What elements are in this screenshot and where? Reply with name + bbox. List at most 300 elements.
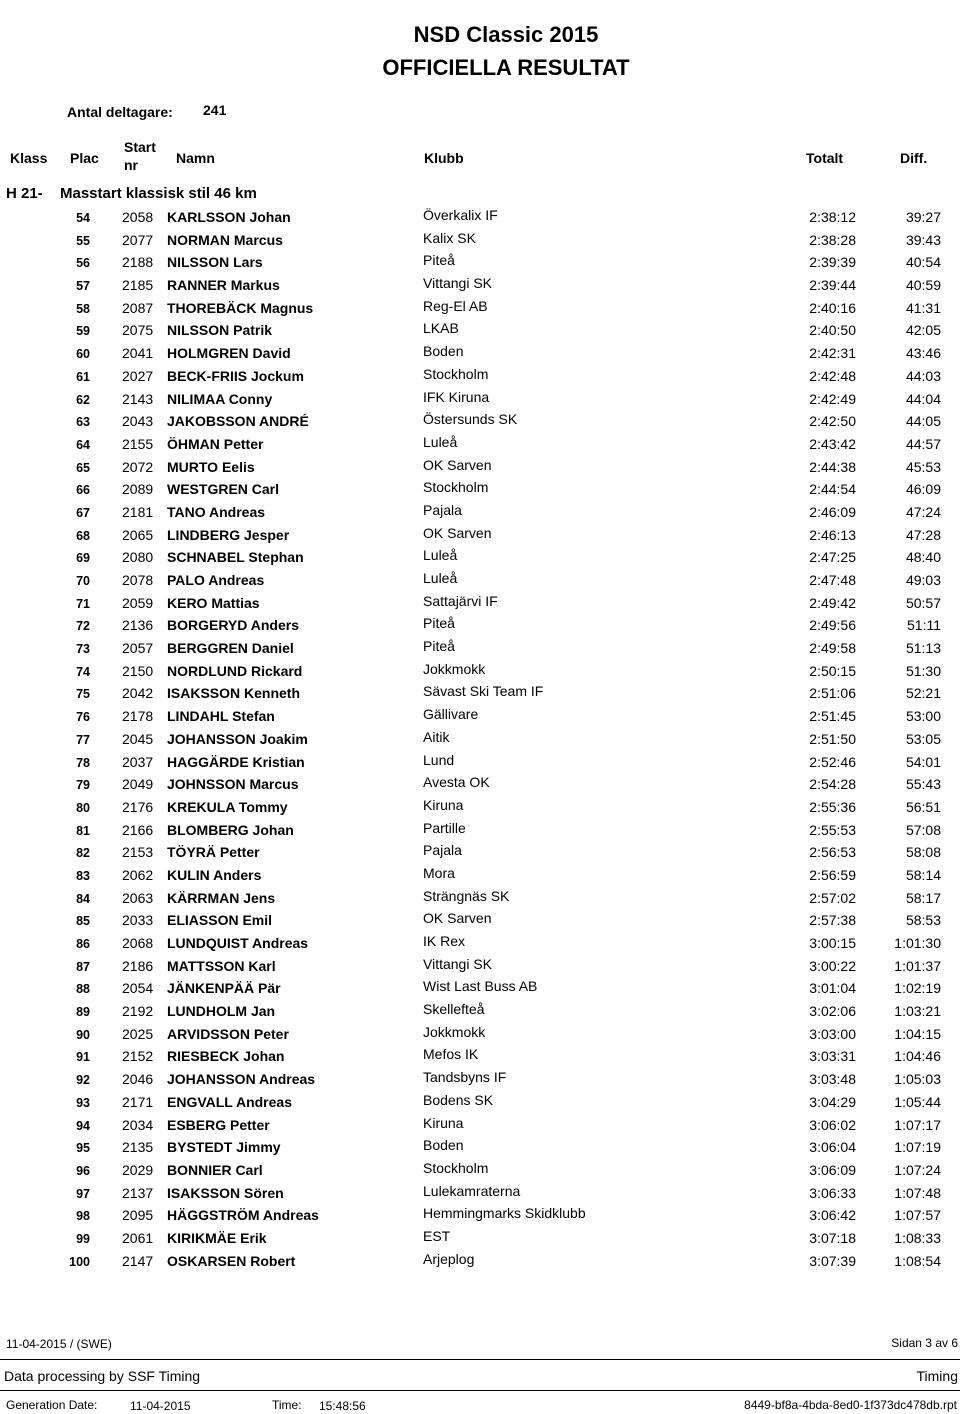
result-diff: 43:46 xyxy=(905,345,941,362)
result-bib: 2188 xyxy=(122,254,154,271)
footer-page-number: Sidan 3 av 6 xyxy=(891,1336,958,1350)
result-place: 83 xyxy=(76,868,90,883)
result-name: BLOMBERG Johan xyxy=(167,821,294,838)
result-name: KARLSSON Johan xyxy=(167,209,291,225)
result-club: Lund xyxy=(423,751,455,768)
result-name: KÄRRMAN Jens xyxy=(167,889,276,906)
result-total: 2:49:42 xyxy=(809,594,856,611)
result-bib: 2176 xyxy=(122,798,154,815)
table-row xyxy=(0,1181,960,1204)
result-total: 3:03:31 xyxy=(809,1048,856,1065)
table-row xyxy=(0,908,960,931)
result-total: 2:40:50 xyxy=(809,322,856,339)
result-club: Avesta OK xyxy=(423,774,490,791)
result-bib: 2192 xyxy=(122,1003,154,1020)
result-name: JOHNSSON Marcus xyxy=(167,776,299,793)
result-total: 2:51:06 xyxy=(809,685,856,702)
result-diff: 51:30 xyxy=(905,662,941,679)
result-place: 65 xyxy=(76,460,90,475)
result-place: 74 xyxy=(76,664,90,679)
result-club: LKAB xyxy=(423,320,459,337)
result-club: Tandsbyns IF xyxy=(423,1069,507,1086)
table-row xyxy=(0,1158,960,1181)
result-total: 2:57:02 xyxy=(809,889,856,906)
result-bib: 2136 xyxy=(122,617,154,634)
result-diff: 1:01:37 xyxy=(894,957,941,974)
result-total: 2:40:16 xyxy=(809,299,856,316)
result-bib: 2089 xyxy=(122,481,154,498)
result-diff: 44:05 xyxy=(905,413,941,430)
result-total: 2:46:09 xyxy=(809,503,856,520)
result-club: Skellefteå xyxy=(423,1001,485,1018)
result-name: BERGGREN Daniel xyxy=(167,640,294,657)
result-bib: 2185 xyxy=(122,277,154,294)
result-name: JAKOBSSON ANDRÉ xyxy=(167,413,309,430)
result-name: KIRIKMÄE Erik xyxy=(167,1229,267,1246)
result-diff: 1:07:17 xyxy=(894,1116,941,1133)
result-club: Kiruna xyxy=(423,796,464,813)
result-total: 3:01:04 xyxy=(809,980,856,997)
table-row xyxy=(0,1113,960,1136)
footer-report-id: 8449-bf8a-4bda-8ed0-1f373dc478db.rpt xyxy=(744,1398,957,1412)
result-diff: 1:04:15 xyxy=(894,1025,941,1042)
result-club: Boden xyxy=(423,1137,464,1154)
result-place: 98 xyxy=(76,1209,90,1224)
result-name: NILSSON Patrik xyxy=(167,322,273,339)
result-bib: 2045 xyxy=(122,730,154,747)
result-diff: 47:24 xyxy=(905,503,941,520)
result-total: 2:39:44 xyxy=(809,277,856,294)
result-total: 2:39:39 xyxy=(809,254,856,271)
result-name: MURTO Eelis xyxy=(167,458,255,475)
result-diff: 57:08 xyxy=(905,821,941,838)
result-total: 3:06:09 xyxy=(809,1161,856,1178)
result-diff: 51:11 xyxy=(907,617,941,634)
result-bib: 2135 xyxy=(122,1139,154,1156)
header-diff: Diff. xyxy=(900,150,928,166)
result-place: 69 xyxy=(76,551,90,566)
result-total: 2:55:53 xyxy=(809,821,856,838)
table-row xyxy=(0,1249,960,1272)
table-row xyxy=(0,1090,960,1113)
result-name: NILSSON Lars xyxy=(167,254,263,271)
result-place: 84 xyxy=(76,891,90,906)
result-club: Stockholm xyxy=(423,365,489,382)
result-club: Pajala xyxy=(423,501,462,518)
table-row xyxy=(0,523,960,546)
result-name: HAGGÄRDE Kristian xyxy=(167,753,305,770)
result-diff: 55:43 xyxy=(905,776,941,793)
result-place: 64 xyxy=(76,437,90,452)
table-row xyxy=(0,886,960,909)
result-club: Piteå xyxy=(423,252,455,269)
result-club: Vittangi SK xyxy=(423,955,493,972)
result-name: OSKARSEN Robert xyxy=(167,1252,296,1269)
table-row xyxy=(0,477,960,500)
participants-count: 241 xyxy=(203,102,227,118)
result-bib: 2041 xyxy=(122,345,154,362)
result-name: RANNER Markus xyxy=(167,277,280,294)
result-place: 62 xyxy=(76,392,90,407)
result-total: 2:42:50 xyxy=(809,413,856,430)
result-bib: 2152 xyxy=(122,1048,154,1065)
table-row xyxy=(0,545,960,568)
result-bib: 2075 xyxy=(122,322,154,339)
result-diff: 46:09 xyxy=(905,481,941,498)
result-bib: 2095 xyxy=(122,1207,154,1224)
result-name: JÄNKENPÄÄ Pär xyxy=(167,980,281,997)
table-row xyxy=(0,976,960,999)
result-total: 2:52:46 xyxy=(809,753,856,770)
result-club: Luleå xyxy=(423,570,458,586)
result-bib: 2087 xyxy=(122,299,154,316)
result-bib: 2153 xyxy=(122,844,154,861)
result-diff: 1:08:33 xyxy=(894,1229,941,1246)
result-diff: 40:59 xyxy=(905,277,941,294)
result-name: JOHANSSON Andreas xyxy=(167,1071,316,1088)
result-diff: 1:02:19 xyxy=(894,980,941,997)
result-total: 3:06:02 xyxy=(809,1116,856,1133)
table-row xyxy=(0,795,960,818)
result-diff: 50:57 xyxy=(905,594,941,611)
result-place: 80 xyxy=(76,800,90,815)
result-club: Luleå xyxy=(423,433,458,450)
table-row xyxy=(0,863,960,886)
result-total: 3:04:29 xyxy=(809,1093,856,1110)
result-club: Sattajärvi IF xyxy=(423,592,498,609)
result-club: OK Sarven xyxy=(423,910,492,927)
result-place: 54 xyxy=(76,211,90,225)
result-club: Jokkmokk xyxy=(423,660,486,677)
result-total: 2:38:12 xyxy=(809,209,856,225)
result-diff: 56:51 xyxy=(905,798,941,815)
result-bib: 2065 xyxy=(122,526,154,543)
table-row xyxy=(0,931,960,954)
footer-generation-date: 11-04-2015 xyxy=(130,1399,191,1413)
result-total: 2:43:42 xyxy=(809,435,856,452)
result-name: MATTSSON Karl xyxy=(167,957,276,974)
result-diff: 47:28 xyxy=(905,526,941,543)
result-diff: 58:17 xyxy=(905,889,941,906)
result-name: THOREBÄCK Magnus xyxy=(167,299,314,316)
header-start: Start xyxy=(124,139,156,155)
result-name: HÄGGSTRÖM Andreas xyxy=(167,1207,319,1224)
result-place: 58 xyxy=(76,301,90,316)
result-club: Stockholm xyxy=(423,479,489,496)
table-row xyxy=(0,840,960,863)
result-diff: 53:00 xyxy=(905,708,941,725)
result-place: 63 xyxy=(76,415,90,430)
result-diff: 1:07:57 xyxy=(894,1207,941,1224)
result-name: ÖHMAN Petter xyxy=(167,435,264,452)
result-club: EST xyxy=(423,1227,451,1244)
results-table xyxy=(0,205,960,1271)
result-club: Boden xyxy=(423,343,464,360)
result-club: Kalix SK xyxy=(423,229,476,246)
result-bib: 2077 xyxy=(122,231,154,248)
result-bib: 2034 xyxy=(122,1116,154,1133)
result-place: 61 xyxy=(76,369,90,384)
result-place: 86 xyxy=(76,937,90,951)
result-place: 76 xyxy=(76,710,90,725)
result-club: OK Sarven xyxy=(423,456,492,473)
result-place: 75 xyxy=(76,687,90,702)
table-row xyxy=(0,409,960,432)
result-club: Piteå xyxy=(423,615,455,632)
result-bib: 2137 xyxy=(122,1184,154,1201)
table-row xyxy=(0,455,960,478)
result-club: Östersunds SK xyxy=(423,411,518,428)
result-place: 100 xyxy=(69,1254,90,1269)
result-diff: 51:13 xyxy=(905,640,941,657)
result-diff: 54:01 xyxy=(905,753,941,770)
result-total: 2:44:54 xyxy=(809,481,856,498)
result-name: ENGVALL Andreas xyxy=(167,1093,292,1110)
table-row xyxy=(0,205,960,228)
result-bib: 2080 xyxy=(122,549,154,566)
result-place: 88 xyxy=(76,982,90,997)
result-total: 2:55:36 xyxy=(809,798,856,815)
result-bib: 2025 xyxy=(122,1025,154,1042)
header-nr: nr xyxy=(124,157,138,173)
table-row xyxy=(0,613,960,636)
result-place: 87 xyxy=(76,959,90,974)
result-club: Wist Last Buss AB xyxy=(423,978,538,995)
result-bib: 2058 xyxy=(122,209,154,225)
result-bib: 2062 xyxy=(122,866,154,883)
result-bib: 2033 xyxy=(122,912,154,929)
result-bib: 2143 xyxy=(122,390,154,407)
footer-time-label: Time: xyxy=(272,1398,302,1412)
result-name: BONNIER Carl xyxy=(167,1161,263,1178)
result-diff: 41:31 xyxy=(905,299,941,316)
result-club: Lulekamraterna xyxy=(423,1182,521,1199)
result-bib: 2171 xyxy=(122,1093,154,1110)
table-row xyxy=(0,636,960,659)
result-diff: 44:03 xyxy=(905,367,941,384)
page-title: NSD Classic 2015 xyxy=(413,22,599,47)
result-club: Mefos IK xyxy=(423,1046,479,1063)
result-diff: 1:07:19 xyxy=(894,1139,941,1156)
header-plac: Plac xyxy=(70,150,99,166)
result-club: Överkalix IF xyxy=(423,207,498,223)
result-total: 2:50:15 xyxy=(809,662,856,679)
result-total: 3:07:18 xyxy=(809,1229,856,1246)
table-row xyxy=(0,954,960,977)
result-diff: 1:04:46 xyxy=(894,1048,941,1065)
result-name: JOHANSSON Joakim xyxy=(167,730,308,747)
result-total: 2:51:50 xyxy=(809,730,856,747)
result-diff: 1:03:21 xyxy=(894,1003,941,1020)
table-row xyxy=(0,250,960,273)
section-heading xyxy=(6,185,257,202)
result-diff: 42:05 xyxy=(905,322,941,339)
result-bib: 2181 xyxy=(122,503,154,520)
result-place: 92 xyxy=(76,1073,90,1088)
result-place: 73 xyxy=(76,642,90,657)
header-namn: Namn xyxy=(176,150,215,166)
participants-label: Antal deltagare: xyxy=(67,104,173,120)
result-place: 68 xyxy=(76,528,90,543)
result-bib: 2043 xyxy=(122,413,154,430)
result-bib: 2147 xyxy=(122,1252,154,1269)
result-club: Jokkmokk xyxy=(423,1023,486,1040)
result-total: 3:00:15 xyxy=(809,935,856,951)
result-club: Partille xyxy=(423,819,466,836)
result-place: 71 xyxy=(76,596,90,611)
table-row xyxy=(0,1044,960,1067)
result-total: 2:56:53 xyxy=(809,844,856,861)
result-total: 2:49:56 xyxy=(809,617,856,634)
table-row xyxy=(0,999,960,1022)
result-club: Reg-El AB xyxy=(423,297,488,314)
result-place: 77 xyxy=(76,732,90,747)
result-club: Stockholm xyxy=(423,1159,489,1176)
result-total: 3:00:22 xyxy=(809,957,856,974)
result-place: 67 xyxy=(76,505,90,520)
result-name: TÖYRÄ Petter xyxy=(167,844,260,861)
result-place: 55 xyxy=(76,233,90,248)
result-diff: 44:04 xyxy=(905,390,941,407)
result-name: ELIASSON Emil xyxy=(167,912,273,929)
result-name: LUNDHOLM Jan xyxy=(167,1003,276,1020)
result-diff: 39:43 xyxy=(905,231,941,248)
footer-divider-top xyxy=(0,1359,960,1360)
result-place: 94 xyxy=(76,1118,90,1133)
result-club: Strängnäs SK xyxy=(423,887,510,904)
table-row xyxy=(0,681,960,704)
result-diff: 45:53 xyxy=(905,458,941,475)
result-place: 99 xyxy=(76,1231,90,1246)
result-total: 2:42:49 xyxy=(809,390,856,407)
table-row xyxy=(0,364,960,387)
footer-date: 11-04-2015 / (SWE) xyxy=(6,1337,112,1351)
result-name: ESBERG Petter xyxy=(167,1116,270,1133)
result-name: BYSTEDT Jimmy xyxy=(167,1139,281,1156)
table-row xyxy=(0,1226,960,1249)
result-name: BECK-FRIIS Jockum xyxy=(167,367,304,384)
table-row xyxy=(0,296,960,319)
result-name: NORMAN Marcus xyxy=(167,231,283,248)
result-bib: 2061 xyxy=(122,1229,154,1246)
result-total: 3:06:33 xyxy=(809,1184,856,1201)
result-name: KREKULA Tommy xyxy=(167,798,288,815)
footer-processing: Data processing by SSF Timing xyxy=(4,1368,201,1384)
result-diff: 58:53 xyxy=(905,912,941,929)
result-diff: 48:40 xyxy=(905,549,941,566)
result-club: IK Rex xyxy=(423,933,466,949)
result-total: 2:51:45 xyxy=(809,708,856,725)
result-bib: 2063 xyxy=(122,889,154,906)
table-row xyxy=(0,273,960,296)
result-total: 2:38:28 xyxy=(809,231,856,248)
table-row xyxy=(0,318,960,341)
header-klubb: Klubb xyxy=(424,150,464,166)
result-bib: 2046 xyxy=(122,1071,154,1088)
result-total: 3:03:00 xyxy=(809,1025,856,1042)
result-bib: 2042 xyxy=(122,685,154,702)
result-place: 57 xyxy=(76,279,90,294)
result-place: 56 xyxy=(76,256,90,271)
result-bib: 2178 xyxy=(122,708,154,725)
table-row xyxy=(0,1135,960,1158)
result-diff: 1:08:54 xyxy=(894,1252,941,1269)
section-label: Masstart klassisk stil 46 km xyxy=(60,185,257,202)
result-bib: 2166 xyxy=(122,821,154,838)
result-name: ISAKSSON Kenneth xyxy=(167,685,301,702)
result-place: 72 xyxy=(76,619,90,634)
table-row xyxy=(0,1067,960,1090)
result-diff: 1:07:24 xyxy=(894,1161,941,1178)
table-row xyxy=(0,704,960,727)
result-total: 2:42:48 xyxy=(809,367,856,384)
result-name: PALO Andreas xyxy=(167,572,265,588)
result-bib: 2078 xyxy=(122,572,154,588)
table-row xyxy=(0,772,960,795)
result-name: RIESBECK Johan xyxy=(167,1048,285,1065)
result-name: HOLMGREN David xyxy=(167,345,291,362)
footer-generation-label: Generation Date: xyxy=(6,1398,98,1412)
result-name: NORDLUND Rickard xyxy=(167,662,303,679)
result-total: 2:47:25 xyxy=(809,549,856,566)
result-place: 59 xyxy=(76,324,90,339)
result-diff: 58:14 xyxy=(905,866,941,883)
footer-divider-bottom xyxy=(0,1390,960,1391)
result-bib: 2155 xyxy=(122,435,154,452)
result-total: 2:42:31 xyxy=(809,345,856,362)
result-club: Sävast Ski Team IF xyxy=(423,683,544,700)
result-total: 3:02:06 xyxy=(809,1003,856,1020)
result-diff: 39:27 xyxy=(905,209,941,225)
result-total: 2:44:38 xyxy=(809,458,856,475)
table-row xyxy=(0,659,960,682)
result-club: IFK Kiruna xyxy=(423,388,490,405)
result-diff: 58:08 xyxy=(905,844,941,861)
result-place: 97 xyxy=(76,1186,90,1201)
footer-time-value: 15:48:56 xyxy=(319,1399,366,1413)
result-name: KULIN Anders xyxy=(167,866,262,883)
result-diff: 52:21 xyxy=(905,685,941,702)
table-row xyxy=(0,387,960,410)
result-total: 2:54:28 xyxy=(809,776,856,793)
result-total: 3:03:48 xyxy=(809,1071,856,1088)
table-row xyxy=(0,727,960,750)
result-place: 89 xyxy=(76,1005,90,1020)
result-bib: 2037 xyxy=(122,753,154,770)
result-club: Hemmingmarks Skidklubb xyxy=(423,1205,586,1222)
result-club: Gällivare xyxy=(423,706,479,723)
result-place: 82 xyxy=(76,846,90,861)
table-row xyxy=(0,1022,960,1045)
result-place: 66 xyxy=(76,483,90,498)
result-total: 3:07:39 xyxy=(809,1252,856,1269)
result-total: 2:46:13 xyxy=(809,526,856,543)
result-place: 95 xyxy=(76,1141,90,1156)
table-row xyxy=(0,750,960,773)
result-bib: 2059 xyxy=(122,594,154,611)
header-start-nr xyxy=(124,138,156,174)
result-name: KERO Mattias xyxy=(167,594,260,611)
result-name: LINDAHL Stefan xyxy=(167,708,275,725)
result-place: 60 xyxy=(76,347,90,362)
result-name: WESTGREN Carl xyxy=(167,481,280,498)
result-club: OK Sarven xyxy=(423,524,492,541)
table-row xyxy=(0,568,960,591)
result-bib: 2068 xyxy=(122,935,154,951)
result-diff: 40:54 xyxy=(905,254,941,271)
result-club: Pajala xyxy=(423,842,462,859)
result-name: TANO Andreas xyxy=(167,503,266,520)
